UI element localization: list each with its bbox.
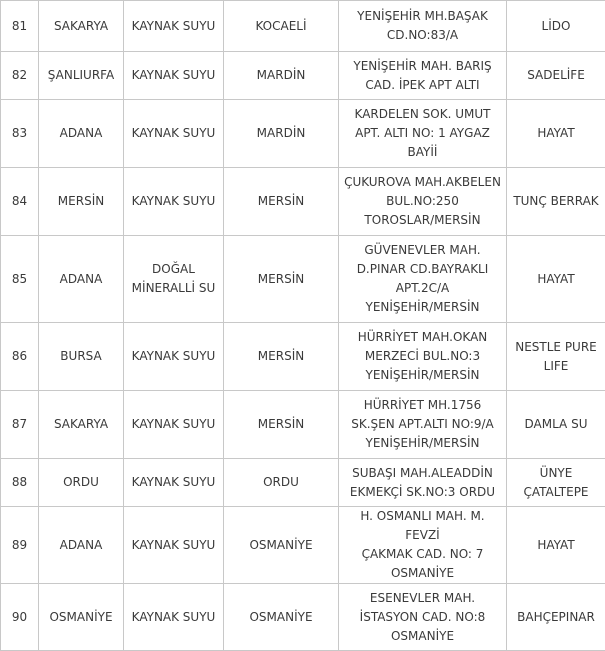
region-cell: MARDİN — [224, 100, 339, 168]
address-line: YENİŞEHİR MH.BAŞAK — [344, 7, 501, 26]
address-cell — [339, 168, 507, 236]
address-cell — [339, 1, 507, 52]
address-line: OSMANİYE — [344, 564, 501, 583]
region-cell: MERSİN — [224, 168, 339, 236]
address-line: TOROSLAR/MERSİN — [344, 211, 501, 230]
row-number: 81 — [1, 1, 39, 52]
table-row — [1, 168, 605, 236]
table-row — [1, 507, 605, 584]
address-line: GÜVENEVLER MAH. — [344, 241, 501, 260]
city-cell: ORDU — [39, 459, 124, 507]
address-cell — [339, 391, 507, 459]
region-cell: KOCAELİ — [224, 1, 339, 52]
city-cell: SAKARYA — [39, 391, 124, 459]
table-row — [1, 100, 605, 168]
address-line: H. OSMANLI MAH. M. FEVZİ — [344, 507, 501, 545]
table-row — [1, 391, 605, 459]
table-row — [1, 323, 605, 391]
address-cell — [339, 52, 507, 100]
brand-cell: TUNÇ BERRAK — [507, 168, 605, 236]
city-cell: ADANA — [39, 100, 124, 168]
address-line: İSTASYON CAD. NO:8 — [344, 608, 501, 627]
address-line: BUL.NO:250 — [344, 192, 501, 211]
address-line: D.PINAR CD.BAYRAKLI — [344, 260, 501, 279]
brand-cell: HAYAT — [507, 507, 605, 584]
address-cell — [339, 507, 507, 584]
city-cell: BURSA — [39, 323, 124, 391]
address-line: ÇAKMAK CAD. NO: 7 — [344, 545, 501, 564]
address-line: HÜRRİYET MAH.OKAN — [344, 328, 501, 347]
table-row — [1, 1, 605, 52]
table-row — [1, 236, 605, 323]
table-body — [1, 1, 605, 651]
address-line: OSMANİYE — [344, 627, 501, 646]
address-cell — [339, 584, 507, 651]
address-line: MERZECİ BUL.NO:3 — [344, 347, 501, 366]
brand-cell: SADELİFE — [507, 52, 605, 100]
brand-cell: DAMLA SU — [507, 391, 605, 459]
water-type-cell: KAYNAK SUYU — [124, 168, 224, 236]
water-type-cell: DOĞAL MİNERALLİ SU — [124, 236, 224, 323]
brand-cell: HAYAT — [507, 100, 605, 168]
brand-cell: HAYAT — [507, 236, 605, 323]
region-cell: OSMANİYE — [224, 507, 339, 584]
city-cell: ADANA — [39, 236, 124, 323]
water-type-cell: KAYNAK SUYU — [124, 323, 224, 391]
address-line: APT.2C/A — [344, 279, 501, 298]
row-number: 86 — [1, 323, 39, 391]
address-cell — [339, 100, 507, 168]
water-type-cell: KAYNAK SUYU — [124, 100, 224, 168]
address-line: KARDELEN SOK. UMUT — [344, 105, 501, 124]
water-type-cell: KAYNAK SUYU — [124, 459, 224, 507]
row-number: 84 — [1, 168, 39, 236]
region-cell: MERSİN — [224, 236, 339, 323]
water-type-cell: KAYNAK SUYU — [124, 1, 224, 52]
brand-cell: NESTLE PURE LIFE — [507, 323, 605, 391]
brand-cell: BAHÇEPINAR — [507, 584, 605, 651]
address-line: YENİŞEHİR/MERSİN — [344, 366, 501, 385]
water-type-cell: KAYNAK SUYU — [124, 584, 224, 651]
region-cell: MERSİN — [224, 391, 339, 459]
row-number: 85 — [1, 236, 39, 323]
address-line: YENİŞEHİR/MERSİN — [344, 298, 501, 317]
address-line: YENİŞEHİR/MERSİN — [344, 434, 501, 453]
row-number: 87 — [1, 391, 39, 459]
water-type-cell: KAYNAK SUYU — [124, 52, 224, 100]
brand-cell: LİDO — [507, 1, 605, 52]
region-cell: OSMANİYE — [224, 584, 339, 651]
city-cell: SAKARYA — [39, 1, 124, 52]
water-type-cell: KAYNAK SUYU — [124, 391, 224, 459]
address-cell — [339, 236, 507, 323]
address-line: ESENEVLER MAH. — [344, 589, 501, 608]
address-line: HÜRRİYET MH.1756 — [344, 396, 501, 415]
row-number: 82 — [1, 52, 39, 100]
region-cell: MERSİN — [224, 323, 339, 391]
row-number: 83 — [1, 100, 39, 168]
address-line: YENİŞEHİR MAH. BARIŞ — [344, 57, 501, 76]
table-row — [1, 459, 605, 507]
address-line: CAD. İPEK APT ALTI — [344, 76, 501, 95]
brand-cell: ÜNYE ÇATALTEPE — [507, 459, 605, 507]
address-line: ÇUKUROVA MAH.AKBELEN — [344, 173, 501, 192]
city-cell: ŞANLIURFA — [39, 52, 124, 100]
address-line: BAYİİ — [344, 143, 501, 162]
address-line: SK.ŞEN APT.ALTI NO:9/A — [344, 415, 501, 434]
city-cell: ADANA — [39, 507, 124, 584]
address-line: CD.NO:83/A — [344, 26, 501, 45]
address-cell — [339, 323, 507, 391]
table-row — [1, 584, 605, 651]
address-line: SUBAŞI MAH.ALEADDİN — [344, 464, 501, 483]
address-line: EKMEKÇİ SK.NO:3 ORDU — [344, 483, 501, 502]
address-cell — [339, 459, 507, 507]
water-type-cell: KAYNAK SUYU — [124, 507, 224, 584]
row-number: 89 — [1, 507, 39, 584]
row-number: 88 — [1, 459, 39, 507]
row-number: 90 — [1, 584, 39, 651]
region-cell: ORDU — [224, 459, 339, 507]
region-cell: MARDİN — [224, 52, 339, 100]
city-cell: MERSİN — [39, 168, 124, 236]
address-line: APT. ALTI NO: 1 AYGAZ — [344, 124, 501, 143]
city-cell: OSMANİYE — [39, 584, 124, 651]
table-row — [1, 52, 605, 100]
